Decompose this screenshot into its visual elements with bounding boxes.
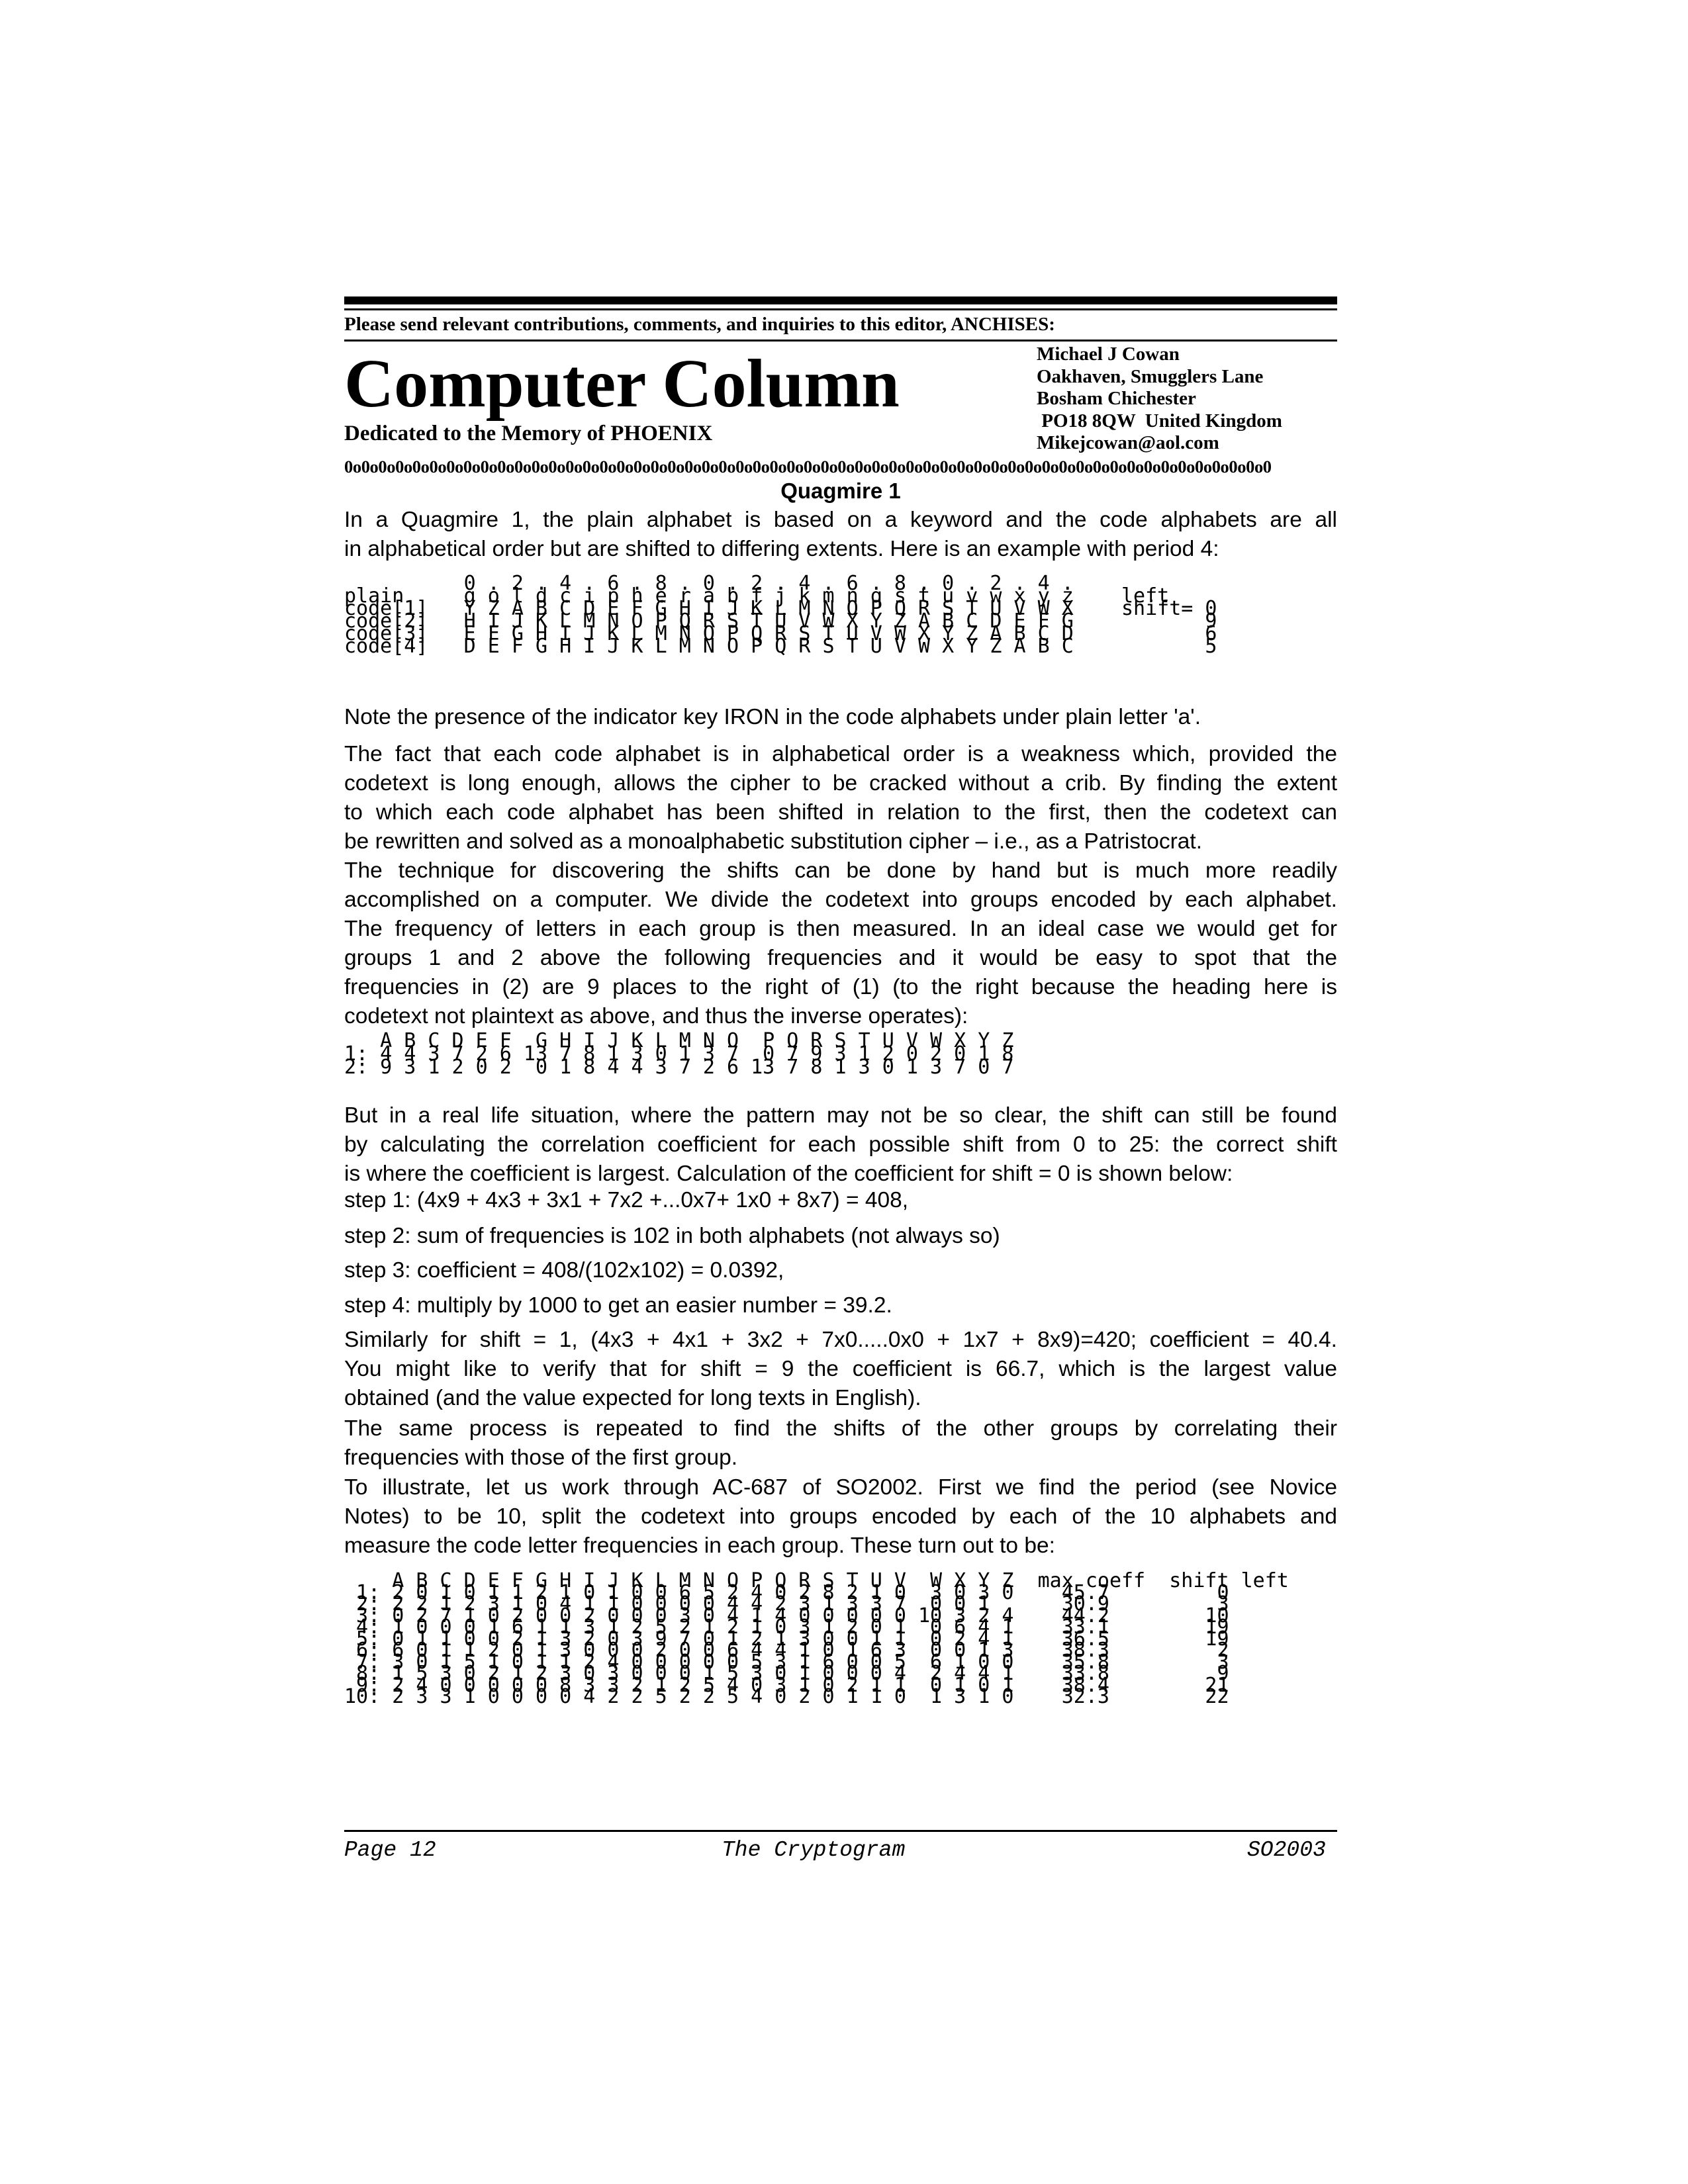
- text-line: codetext not plaintext as above, and thus the inverse operates):: [344, 1004, 968, 1028]
- text-line: obtained (and the value expected for long texts in English).: [344, 1386, 921, 1410]
- address-town: Bosham Chichester: [1037, 388, 1196, 409]
- step-3: step 3: coefficient = 408/(102x102) = 0.0392,: [344, 1258, 784, 1283]
- text-line: frequencies with those of the first group.: [344, 1445, 738, 1470]
- column-title: Computer Column: [344, 345, 900, 422]
- text-line: To illustrate, let us work through AC-687 of SO2002. First we find the period (see Novice: [344, 1475, 1337, 1500]
- dedication: Dedicated to the Memory of PHOENIX: [344, 422, 713, 445]
- paragraph-shift-one: [344, 1326, 1337, 1413]
- text-line: Notes) to be 10, split the codetext into groups encoded by each of the 10 alphabets and: [344, 1504, 1337, 1529]
- paragraph-technique: [344, 856, 1337, 1031]
- top-thick-rule: [344, 296, 1337, 304]
- section-title: Quagmire 1: [780, 478, 901, 503]
- editor-address: [1037, 343, 1341, 455]
- text-line: in alphabetical order but are shifted to differing extents. Here is an example with period 4:: [344, 537, 1219, 561]
- issue: SO2003: [1247, 1838, 1326, 1862]
- text-line: be rewritten and solved as a monoalphabetic substitution cipher – i.e., as a Patristocrat.: [344, 829, 1203, 854]
- paragraph-intro: [344, 506, 1337, 564]
- footer-rule: [344, 1830, 1337, 1832]
- ac687-frequency-table: A B C D E F G H I J K L M N O P Q R S T U V W X Y Z max coeff shift left 1: 2 0 1 0 1 1 2 1 0 1 0 0 6 5 2 4 0 2 8 2 1 0 3 0 3 0 45.7 0 2: 2 2 1 2 3 1 0 4 1 1 0 0 0 0 4 4 2 3 1 3 3 7 0 0 1 30.9 3 3: 0 2 7 1 0 2 0 0 2 0 0 0 3 0 4 1 4 0 0 0 0 0 10 3 2 4 44.2 10 4: 1 0 0 0 1 6 1 1 3 1 2 5 2 1 2 1 0 3 1 2 0 1 0 6 4 1 33.1 19 5: 0 1 1 0 0 2 1 3 2 0 3 9 7 0 1 2 1 3 0 0 1 1 0 2 4 1 36.5 19 6: 6 0 1 1 2 0 1 3 0 0 0 2 0 0 6 4 4 1 0 1 6 3 0 0 1 3 38.3 2 7: 3 0 1 5 1 0 1 1 2 4 0 0 0 0 0 5 3 1 6 0 0 5 6 1 0 0 35.8 3 8: 1 5 3 0 2 1 2 3 0 3 0 0 0 1 5 3 0 1 0 0 0 4 2 4 4 1 33.8 9 9: 2 4 0 0 0 0 0 8 3 3 2 1 2 5 4 0 3 1 0 2 1 1 0 1 0 1 38.4 21 10: 2 3 3 1 0 0 0 0 4 2 2 5 2 2 5 4 0 2 0 1 1 0 1 3 1 0 32.3 22: [344, 1569, 1289, 1708]
- text-line: But in a real life situation, where the pattern may not be so clear, the shift can still be found: [344, 1103, 1337, 1128]
- decorative-divider: 0o0o0o0o0o0o0o0o0o0o0o0o0o0o0o0o0o0o0o0o0o0o0o0o0o0o0o0o0o0o0o0o0o0o0o0o0o0o0o0o0o0o0o0o0o0o0o0o0o0o0o0o0o0o0: [344, 457, 1272, 477]
- paragraph-illustrate: [344, 1473, 1337, 1561]
- paragraph-weakness: [344, 740, 1337, 856]
- paragraph-correlation: [344, 1101, 1337, 1189]
- text-line: groups 1 and 2 above the following frequencies and it would be easy to spot that the: [344, 946, 1337, 970]
- text-line: codetext is long enough, allows the cipher to be cracked without a crib. By finding the extent: [344, 771, 1337, 796]
- text-line: The fact that each code alphabet is in alphabetical order is a weakness which, provided the: [344, 742, 1337, 766]
- address-name: Michael J Cowan: [1037, 343, 1180, 365]
- page-number: Page 12: [344, 1838, 436, 1862]
- text-line: by calculating the correlation coefficient for each possible shift from 0 to 25: the correct shift: [344, 1132, 1337, 1157]
- text-line: You might like to verify that for shift = 9 the coefficient is 66.7, which is the largest value: [344, 1357, 1337, 1381]
- step-2: step 2: sum of frequencies is 102 in both alphabets (not always so): [344, 1224, 1000, 1248]
- text-line: The same process is repeated to find the shifts of the other groups by correlating their: [344, 1416, 1337, 1441]
- quagmire-example-table: 0 . 2 . 4 . 6 . 8 . 0 . 2 . 4 . 6 . 8 . 0 . 2 . 4 . plain g o l d c i p h e r a b f j k m n q s t u v w x y z left code[1] Y Z A B C D E F G H I J K L M N O P Q R S T U V W X shift= 0 code[2] H I J K L M N O P Q R S T U V W X Y Z A B C D E F G 9 code[3] E F G H I J K L M N O P Q R S T U V W X Y Z A B C D 6 code[4] D E F G H I J K L M N O P Q R S T U V W X Y Z A B C 5: [344, 572, 1217, 658]
- step-4: step 4: multiply by 1000 to get an easier number = 39.2.: [344, 1293, 892, 1318]
- paragraph-repeat: [344, 1414, 1337, 1473]
- text-line: The frequency of letters in each group is then measured. In an ideal case we would get for: [344, 917, 1337, 941]
- text-line: Similarly for shift = 1, (4x3 + 4x1 + 3x2 + 7x0.....0x0 + 1x7 + 8x9)=420; coefficient = 40.4.: [344, 1328, 1337, 1352]
- text-line: is where the coefficient is largest. Calculation of the coefficient for shift = 0 is shown below:: [344, 1161, 1233, 1186]
- text-line: measure the code letter frequencies in each group. These turn out to be:: [344, 1533, 1055, 1558]
- step-1: step 1: (4x9 + 4x3 + 3x1 + 7x2 +...0x7+ 1x0 + 8x7) = 408,: [344, 1188, 909, 1212]
- text-line: frequencies in (2) are 9 places to the right of (1) (to the right because the heading here is: [344, 975, 1337, 999]
- paragraph-indicator: [344, 703, 1337, 732]
- header-rule: [344, 340, 1337, 341]
- publication-name: The Cryptogram: [722, 1838, 906, 1862]
- address-email[interactable]: Mikejcowan@aol.com: [1037, 432, 1219, 453]
- text-line: to which each code alphabet has been shifted in relation to the first, then the codetext can: [344, 800, 1337, 825]
- text-line: Note the presence of the indicator key IRON in the code alphabets under plain letter 'a'.: [344, 705, 1201, 729]
- contributions-line: Please send relevant contributions, comments, and inquiries to this editor, ANCHISES:: [344, 314, 1055, 335]
- text-line: The technique for discovering the shifts can be done by hand but is much more readily: [344, 858, 1337, 883]
- text-line: In a Quagmire 1, the plain alphabet is based on a keyword and the code alphabets are all: [344, 508, 1337, 532]
- frequency-table-example: A B C D E F G H I J K L M N O P Q R S T U V W X Y Z 1: 4 4 3 7 2 6 13 7 8 1 3 0 1 3 7 0 7 9 3 1 2 0 2 0 1 8 2: 9 3 1 2 0 2 0 1 8 4 4 3 7 2 6 13 7 8 1 3 0 1 3 7 0 7: [344, 1029, 1014, 1079]
- address-street: Oakhaven, Smugglers Lane: [1037, 365, 1264, 387]
- text-line: accomplished on a computer. We divide the codetext into groups encoded by each alphabet.: [344, 887, 1337, 912]
- top-thin-rule: [344, 308, 1337, 310]
- address-postcode: PO18 8QW United Kingdom: [1037, 410, 1282, 432]
